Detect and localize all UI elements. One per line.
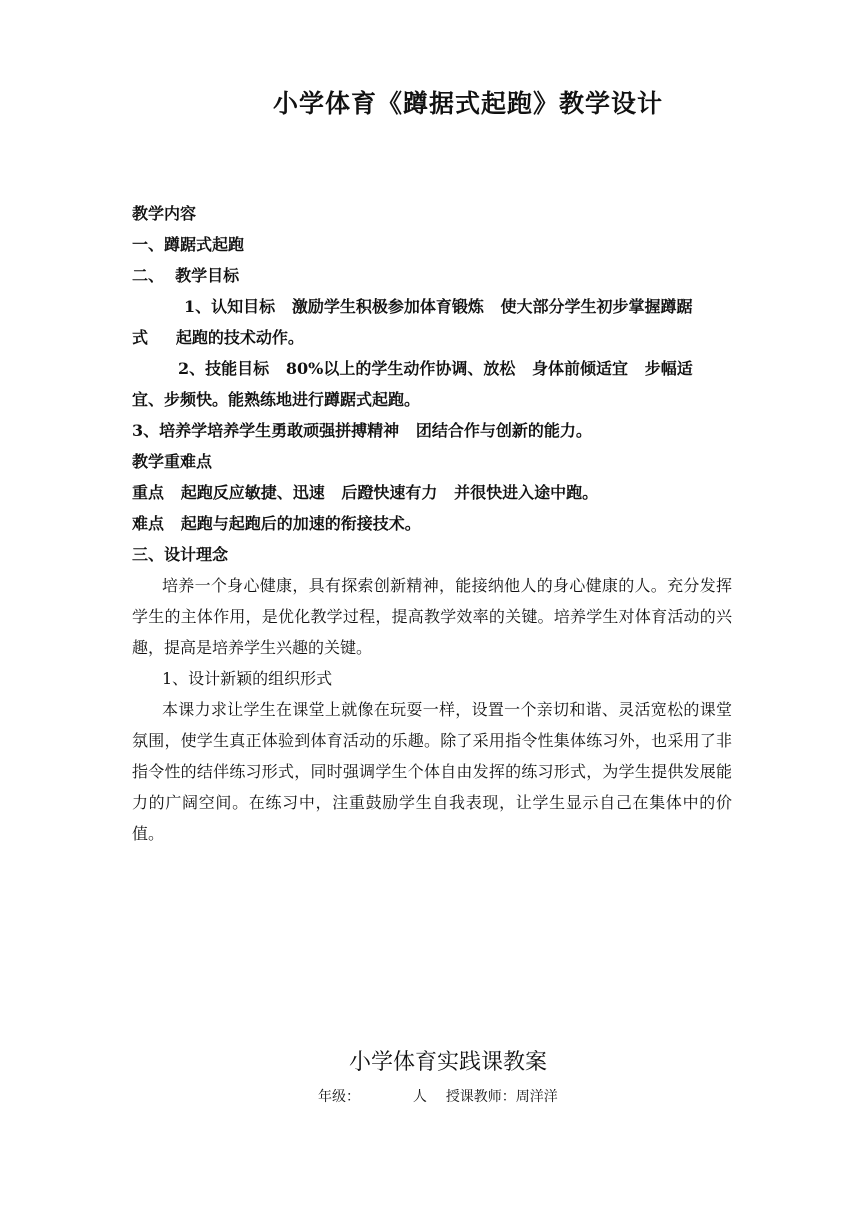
key-point: 重点 起跑反应敏捷、迅速 后蹬快速有力 并很快进入途中跑。 <box>132 483 599 502</box>
document-title: 小学体育《蹲据式起跑》教学设计 <box>272 89 663 118</box>
goal-attitude: 3、培养学培养学生勇敢顽强拼搏精神 团结合作与创新的能力。 <box>132 421 592 440</box>
difficult-point: 难点 起跑与起跑后的加速的衔接技术。 <box>132 514 421 533</box>
difficulty-heading: 教学重难点 <box>132 452 213 471</box>
goal-cognitive-line2: 式 起跑的技术动作。 <box>132 328 304 347</box>
goal-cognitive-line1: 1、认知目标 激励学生积极参加体育锻炼 使大部分学生初步掌握蹲踞 <box>184 297 693 316</box>
organization-paragraph: 本课力求让学生在课堂上就像在玩耍一样，设置一个亲切和谐、灵活宽松的课堂氛围，使学生真正体验到体育活动的乐趣。除了采用指令性集体练习外，也采用了非指令性的结伴练习形式，同时强调学生个体自由发挥的练习形式，为学生提供发展能力的广阔空间。在练习中，注重鼓励学生自我表现，让学生显示自己在集体中的价值。 <box>132 700 732 843</box>
lesson-plan-meta <box>318 1086 558 1106</box>
section-three: 三、设计理念 <box>132 545 229 564</box>
grade-label: 年级： <box>318 1089 360 1105</box>
content-heading: 教学内容 <box>132 204 197 223</box>
teacher-label: 授课教师：周洋洋 <box>445 1089 558 1105</box>
document-body <box>132 198 732 849</box>
people-label: 人 <box>412 1089 427 1105</box>
design-philosophy-paragraph: 培养一个身心健康，具有探索创新精神，能接纳他人的身心健康的人。充分发挥学生的主体作用，是优化教学过程，提高教学效率的关键。培养学生对体育活动的兴趣，提高是培养学生兴趣的关键。 <box>132 576 732 657</box>
section-two: 二、 教学目标 <box>132 266 240 285</box>
goal-skill-line1: 2、技能目标 80%以上的学生动作协调、放松 身体前倾适宜 步幅适 <box>178 359 693 378</box>
subsection-organization: 1、设计新颖的组织形式 <box>162 669 333 688</box>
section-one: 一、蹲踞式起跑 <box>132 235 245 254</box>
lesson-plan-title: 小学体育实践课教案 <box>348 1050 547 1075</box>
goal-skill-line2: 宜、步频快。能熟练地进行蹲踞式起跑。 <box>132 390 421 409</box>
